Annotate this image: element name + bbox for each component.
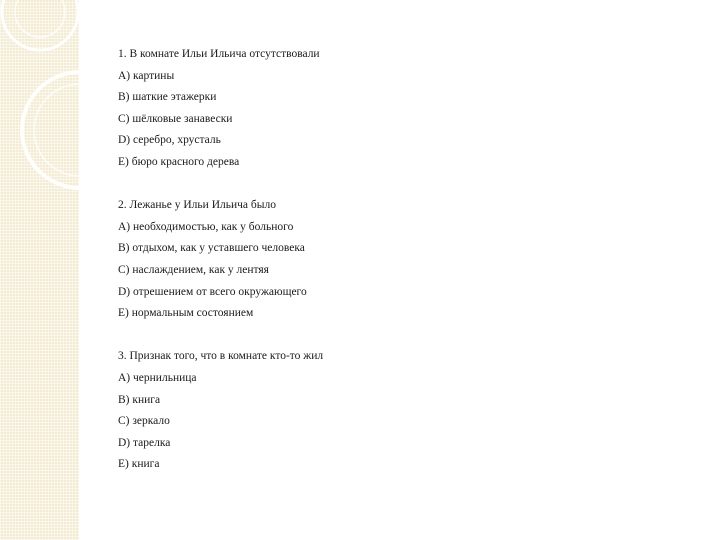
answer-option: E) книга [118,458,160,471]
answer-option: A) картины [118,69,175,82]
answer-option: A) чернильница [118,371,197,384]
question-text: 3. Признак того, что в комнате кто-то жил [118,350,324,363]
answer-option: C) шёлковые занавески [118,112,233,125]
answer-option: E) бюро красного дерева [118,155,240,168]
answer-option: C) наслаждением, как у лентяя [118,263,269,276]
answer-option: B) книга [118,393,161,406]
answer-option: D) отрешением от всего окружающего [118,285,307,298]
answer-option: D) тарелка [118,436,171,449]
answer-option: A) необходимостью, как у больного [118,220,294,233]
answer-option: E) нормальным состоянием [118,307,254,320]
answer-option: D) серебро, хрусталь [118,134,221,147]
decorative-circles-icon [0,0,130,220]
question-block-3 [118,346,678,476]
answer-option: C) зеркало [118,415,170,428]
answer-option: B) отдыхом, как у уставшего человека [118,242,305,255]
question-text: 1. В комнате Ильи Ильича отсутствовали [118,48,320,60]
question-block-1 [118,44,678,174]
question-text: 2. Лежанье у Ильи Ильича было [118,199,276,212]
answer-option: B) шаткие этажерки [118,91,217,104]
question-block-2 [118,195,678,325]
test-content [118,44,678,476]
